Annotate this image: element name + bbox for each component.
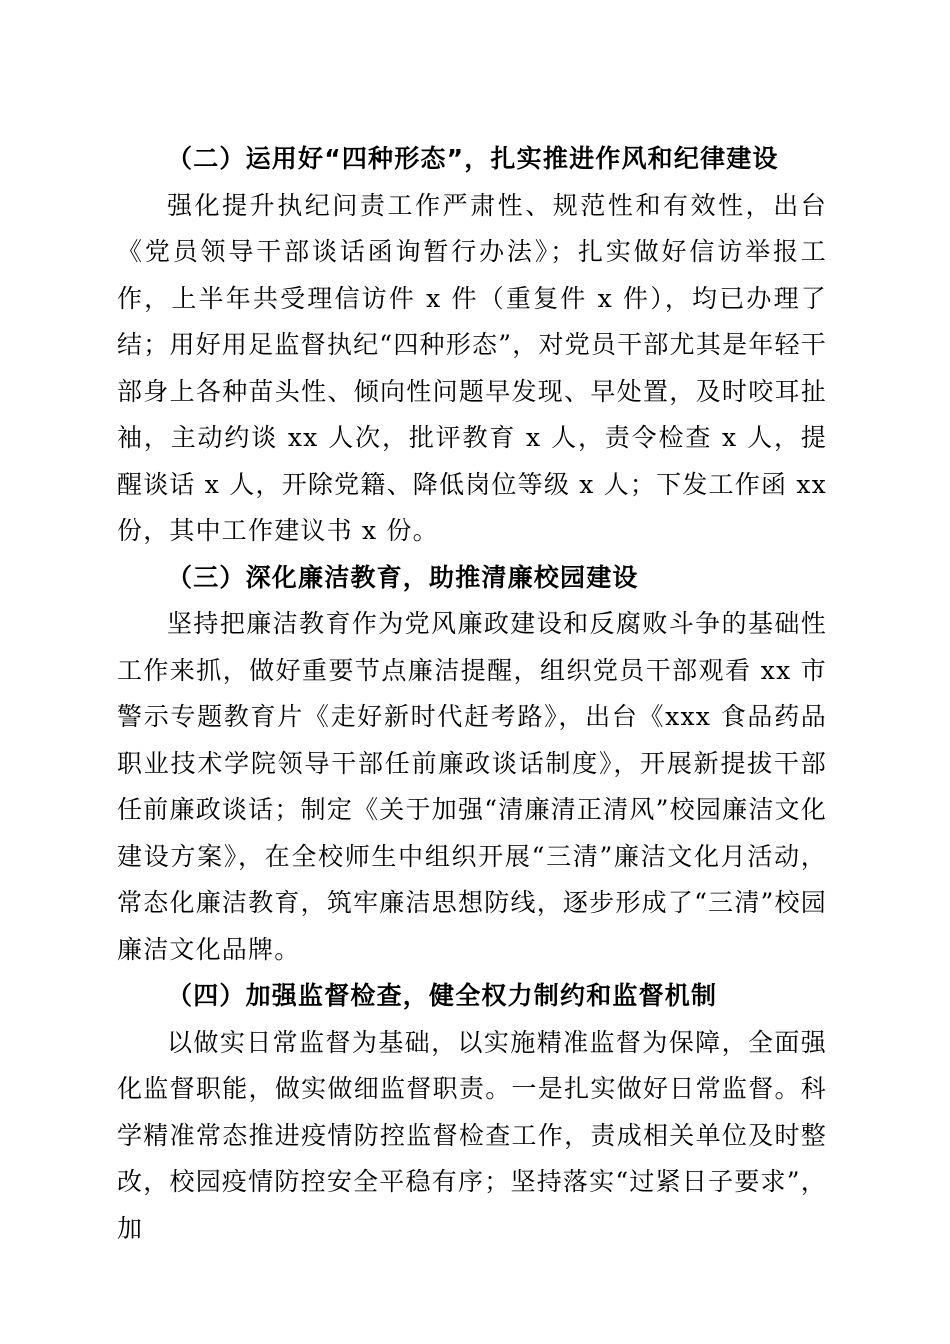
section-heading-4: （四）加强监督检查，健全权力制约和监督机制	[167, 981, 718, 1010]
section-paragraph-2: 强化提升执纪问责工作严肃性、规范性和有效性，出台《党员领导干部谈话函询暂行办法》；扎实做好信访举报工作，上半年共受理信访件 x 件（重复件 x 件），均已办理了结；用好用足监督执纪“四种形态”，对党员干部尤其是年轻干部身上各种苗头性、倾向性问题早发现、早处置，及时咬耳扯袖，主动约谈 xx 人次，批评教育 x 人，责令检查 x 人，提醒谈话 x 人，开除党籍、降低岗位等级 x 人；下发工作函 xx 份，其中工作建议书 x 份。	[117, 190, 827, 545]
section-paragraph-4: 以做实日常监督为基础，以实施精准监督为保障，全面强化监督职能，做实做细监督职责。一是扎实做好日常监督。科学精准常态推进疫情防控监督检查工作，责成相关单位及时整改，校园疫情防控安全平稳有序；坚持落实“过紧日子要求”，加	[117, 1027, 827, 1243]
section-heading-3: （三）深化廉洁教育，助推清廉校园建设	[167, 562, 639, 592]
section-paragraph-3: 坚持把廉洁教育作为党风廉政建设和反腐败斗争的基础性工作来抓，做好重要节点廉洁提醒，组织党员干部观看 xx 市警示专题教育片《走好新时代赶考路》，出台《xxx 食品药品职业技术学院领导干部任前廉政谈话制度》，开展新提拔干部任前廉政谈话；制定《关于加强“清廉清正清风”校园廉洁文化建设方案》，在全校师生中组织开展“三清”廉洁文化月活动，常态化廉洁教育，筑牢廉洁思想防线，逐步形成了“三清”校园廉洁文化品牌。	[117, 609, 827, 964]
document-body	[117, 136, 827, 1252]
section-heading-2: （二）运用好“四种形态”，扎实推进作风和纪律建设	[167, 144, 779, 173]
